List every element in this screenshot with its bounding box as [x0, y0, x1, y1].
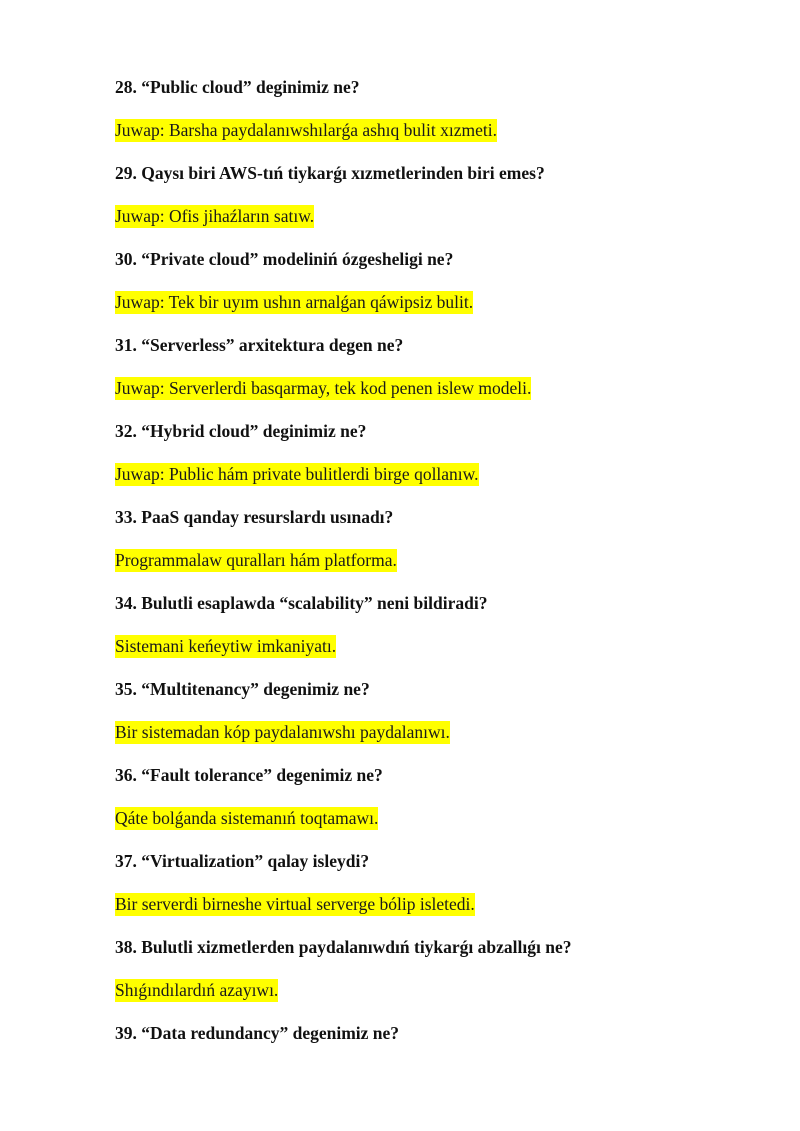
- question-38: 38. Bulutli xizmetlerden paydalanıwdıń tiykarǵı abzallıǵı ne?: [115, 937, 572, 957]
- answer-32: [115, 461, 755, 487]
- answer-30: [115, 289, 755, 315]
- answer-34: [115, 633, 755, 659]
- answer-31-text: Juwap: Serverlerdi basqarmay, tek kod penen islew modeli.: [115, 378, 532, 398]
- answer-31: [115, 375, 755, 401]
- answer-37: [115, 891, 755, 917]
- answer-37-text: Bir serverdi birneshe virtual serverge bólip isletedi.: [115, 894, 475, 914]
- qa-list: [115, 74, 755, 1063]
- answer-28-text: Juwap: Barsha paydalanıwshılarǵa ashıq bulit xızmeti.: [115, 120, 497, 140]
- answer-33-text: Programmalaw quralları hám platforma.: [115, 550, 397, 570]
- question-39: 39. “Data redundancy” degenimiz ne?: [115, 1023, 400, 1043]
- question-28: 28. “Public cloud” deginimiz ne?: [115, 77, 360, 97]
- question-29: 29. Qaysı biri AWS-tıń tiykarǵı xızmetlerinden biri emes?: [115, 163, 545, 183]
- answer-33: [115, 547, 755, 573]
- question-30: 30. “Private cloud” modeliniń ózgesheligi ne?: [115, 249, 454, 269]
- answer-28: [115, 117, 755, 143]
- question-33: 33. PaaS qanday resurslardı usınadı?: [115, 507, 394, 527]
- answer-36: [115, 805, 755, 831]
- question-35: 35. “Multitenancy” degenimiz ne?: [115, 679, 370, 699]
- question-37: 37. “Virtualization” qalay isleydi?: [115, 851, 370, 871]
- answer-32-text: Juwap: Public hám private bulitlerdi birge qollanıw.: [115, 464, 479, 484]
- answer-34-text: Sistemani keńeytiw imkaniyatı.: [115, 636, 337, 656]
- answer-29-text: Juwap: Ofis jihaźların satıw.: [115, 206, 315, 226]
- answer-38: [115, 977, 755, 1003]
- question-32: 32. “Hybrid cloud” deginimiz ne?: [115, 421, 367, 441]
- answer-38-text: Shıǵındılardıń azayıwı.: [115, 980, 279, 1000]
- answer-35: [115, 719, 755, 745]
- answer-30-text: Juwap: Tek bir uyım ushın arnalǵan qáwipsiz bulit.: [115, 292, 474, 312]
- answer-29: [115, 203, 755, 229]
- answer-36-text: Qáte bolǵanda sistemanıń toqtamawı.: [115, 808, 379, 828]
- answer-35-text: Bir sistemadan kóp paydalanıwshı paydalanıwı.: [115, 722, 450, 742]
- question-36: 36. “Fault tolerance” degenimiz ne?: [115, 765, 383, 785]
- question-34: 34. Bulutli esaplawda “scalability” neni bildiradi?: [115, 593, 488, 613]
- question-31: 31. “Serverless” arxitektura degen ne?: [115, 335, 404, 355]
